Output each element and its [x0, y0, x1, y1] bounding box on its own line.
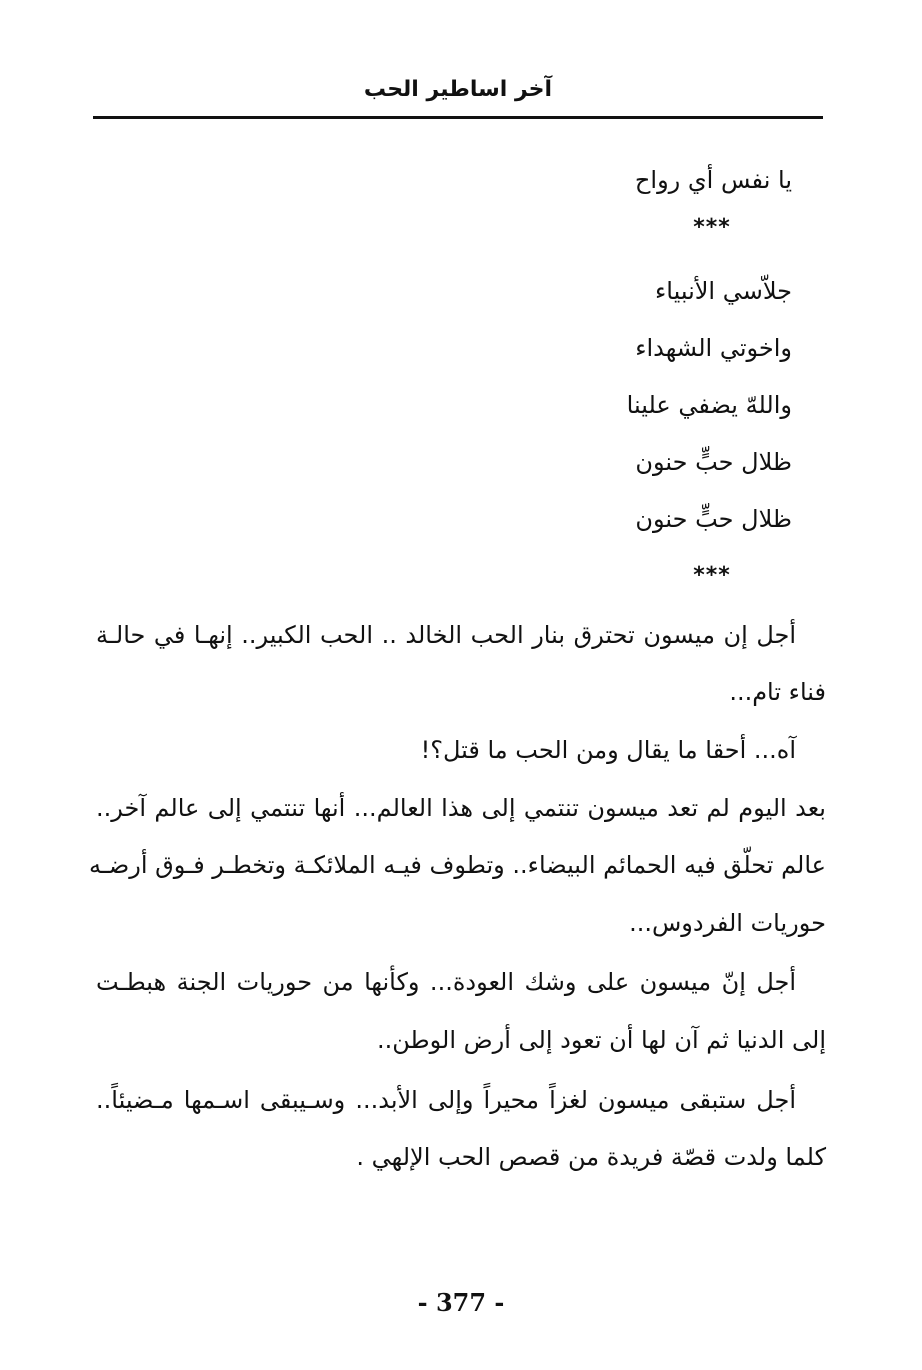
paragraph-line: إلى الدنيا ثم آن لها أن تعود إلى أرض الوطن.. — [377, 1026, 826, 1054]
running-header: آخر اساطير الحب — [363, 77, 553, 102]
section-separator: *** — [693, 215, 731, 240]
paragraph-line: أجل إنّ ميسون على وشك العودة... وكأنها من حوريات الجنة هبطـت — [96, 968, 796, 996]
paragraph-line: عالم تحلّق فيه الحمائم البيضاء.. وتطوف فيـه الملائكـة وتخطـر فـوق أرضـه — [88, 851, 826, 879]
paragraph-line: كلما ولدت قصّة فريدة من قصص الحب الإلهي . — [356, 1143, 826, 1171]
poem-line: واخوتي الشهداء — [635, 334, 792, 362]
paragraph-line: آه... أحقا ما يقال ومن الحب ما قتل؟! — [420, 736, 796, 764]
poem-line: واللهّ يضفي علينا — [626, 391, 792, 419]
poem-line: جلاّسي الأنبياء — [654, 277, 792, 305]
paragraph-line: أجل إن ميسون تحترق بنار الحب الخالد .. الحب الكبير.. إنهـا في حالـة — [96, 621, 796, 649]
poem-line: ظلال حبٍّ حنون — [635, 448, 792, 476]
paragraph-line: بعد اليوم لم تعد ميسون تنتمي إلى هذا العالم... أنها تنتمي إلى عالم آخر.. — [96, 794, 826, 822]
paragraph-line: حوريات الفردوس... — [629, 909, 826, 937]
section-separator: *** — [693, 563, 731, 588]
poem-line: يا نفس أي رواح — [634, 166, 792, 194]
paragraph-line: أجل ستبقى ميسون لغزاً محيراً وإلى الأبد... وسـيبقى اسـمها مـضيئاً.. — [96, 1086, 796, 1114]
paragraph-line: فناء تام... — [729, 678, 826, 706]
poem-line: ظلال حبٍّ حنون — [635, 505, 792, 533]
header-rule — [93, 116, 823, 119]
page-number: - 377 - — [417, 1288, 505, 1317]
